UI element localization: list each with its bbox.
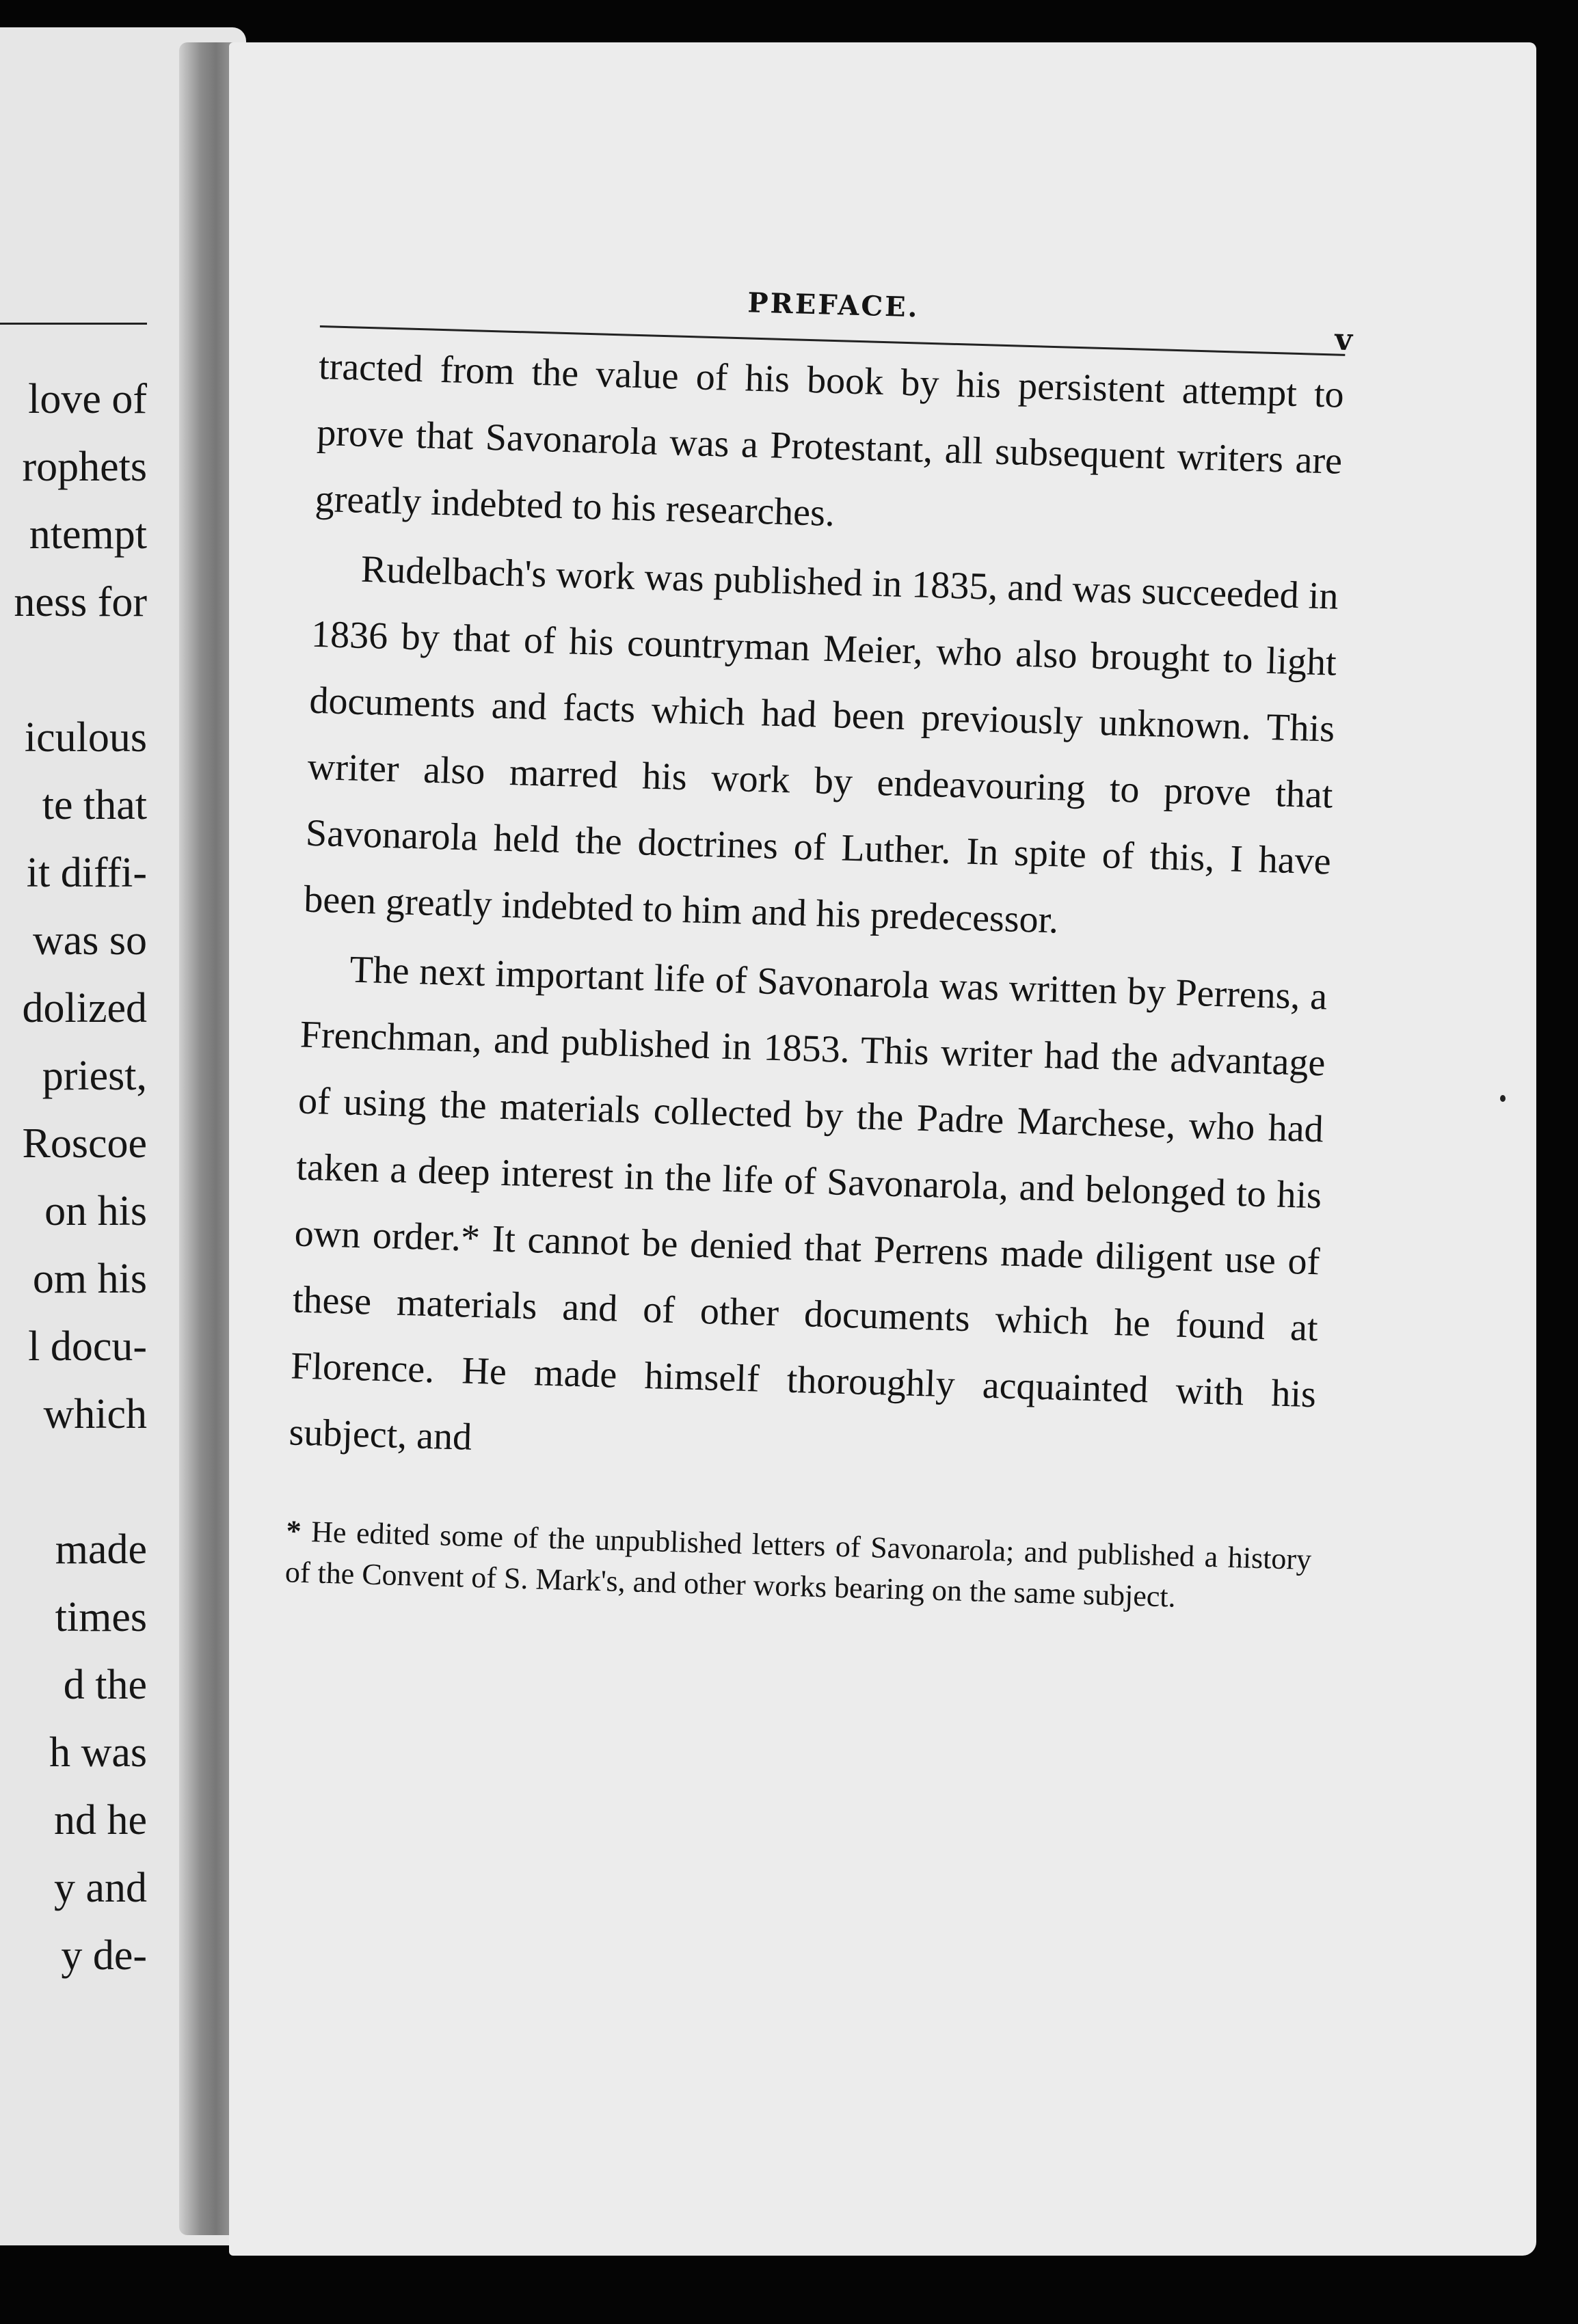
right-page	[229, 42, 1536, 2256]
page-content	[284, 275, 1353, 1621]
left-line: ness for	[14, 579, 147, 625]
left-line: on his	[44, 1188, 147, 1234]
left-line: was so	[32, 917, 147, 964]
left-line: h was	[49, 1729, 147, 1776]
left-line: nd he	[53, 1797, 147, 1843]
left-line: love of	[28, 376, 147, 422]
left-line: l docu-	[28, 1323, 147, 1370]
left-line: it diffi-	[26, 850, 147, 896]
left-line	[14, 636, 147, 704]
paragraph: Rudelbach's work was published in 1835, and was succeeded in 1836 by that of his countryman Meier, who also brought to light documents and facts which had been previously unknown. This writer also marred his work by endeavouring to prove that Savonarola held the doctrines of Luther. In spite of this, I have been greatly indebted to him and his predecessor.	[303, 548, 1339, 942]
left-line: dolized	[22, 985, 147, 1031]
page-number: v	[1334, 322, 1353, 358]
left-page-text	[14, 366, 147, 1990]
left-line: Roscoe	[22, 1120, 147, 1167]
left-line: which	[43, 1391, 147, 1437]
left-page-rule	[0, 323, 147, 325]
left-line: te that	[42, 782, 147, 828]
paragraph: tracted from the value of his book by his persistent attempt to prove that Savonarola was a Protestant, all subsequent writers are greatly indebted to his researches.	[314, 344, 1345, 535]
left-line: d the	[63, 1662, 147, 1708]
left-line: rophets	[22, 444, 147, 490]
footnote-text: He edited some of the unpublished letters of Savonarola; and published a history of the Convent of S. Mark's, and other works bearing on the same subject.	[284, 1515, 1312, 1614]
paragraph: The next important life of Savonarola was written by Perrens, a Frenchman, and published in 1853. This writer had the advantage of using the materials collected by the Padre Marchese, who had taken a deep interest in the life of Savonarola, and belonged to his own order.* It cannot be denied that Perrens made diligent use of these materials and of other documents which he found at Florence. He made himself thoroughly acquainted with his subject, and	[288, 948, 1328, 1459]
running-title: PREFACE.	[747, 286, 920, 324]
left-line: om his	[32, 1256, 147, 1302]
left-line: y de-	[61, 1932, 147, 1979]
left-line: priest,	[42, 1053, 147, 1099]
left-line: iculous	[24, 714, 147, 761]
left-line: ntempt	[29, 511, 147, 558]
body-text	[288, 334, 1345, 1494]
scan-speck	[1500, 1095, 1506, 1102]
left-line: made	[55, 1526, 147, 1573]
left-line	[14, 1448, 147, 1516]
footnote-marker: *	[285, 1514, 302, 1548]
left-line: times	[55, 1594, 147, 1640]
left-line: y and	[53, 1865, 147, 1911]
footnote	[284, 1511, 1312, 1621]
